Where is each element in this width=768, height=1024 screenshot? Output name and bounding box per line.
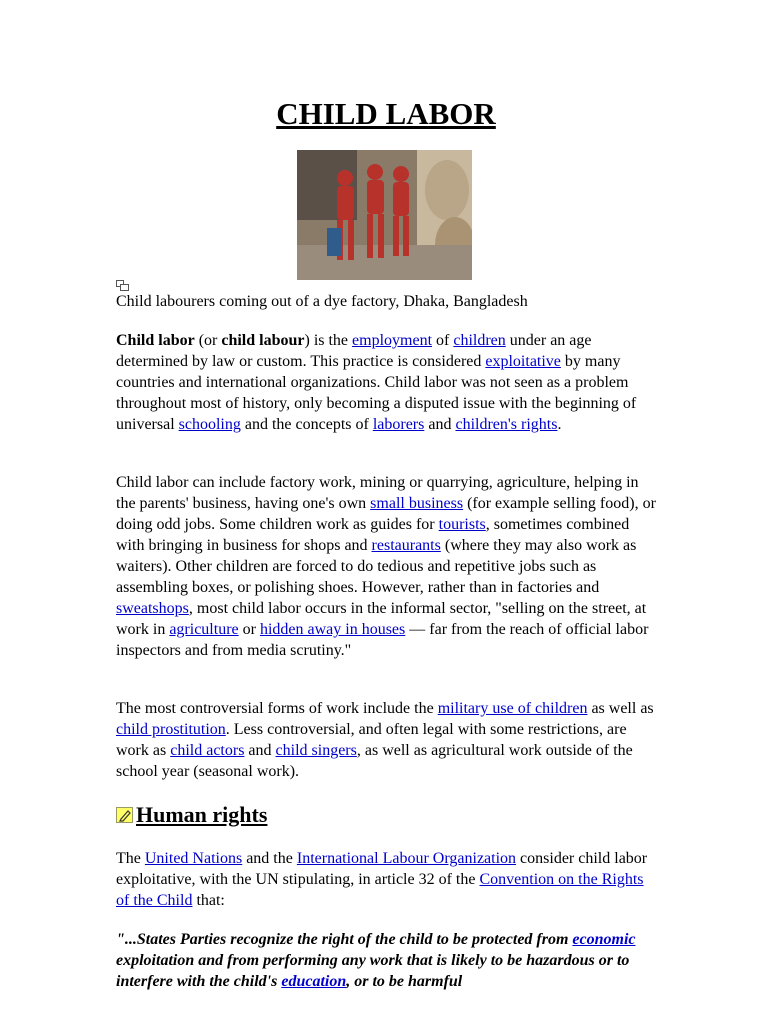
- page-title: CHILD LABOR: [276, 96, 496, 131]
- text-run: exploitation and from performing any work that is likely to be hazardous or to interfere with the child's: [116, 952, 630, 990]
- text-run: and: [244, 742, 276, 759]
- link-childrens-rights[interactable]: children's rights: [455, 416, 558, 433]
- link-economic[interactable]: economic: [572, 931, 636, 948]
- un-ilo-paragraph: [116, 848, 656, 911]
- image-caption: Child labourers coming out of a dye factory, Dhaka, Bangladesh: [116, 293, 528, 310]
- link-tourists[interactable]: tourists: [438, 516, 486, 533]
- link-child-actors[interactable]: child actors: [170, 742, 245, 759]
- text-run: . Less controversial, and often legal with some restrictions, are work as: [116, 721, 627, 759]
- link-schooling[interactable]: schooling: [178, 416, 241, 433]
- text-run: The: [116, 850, 145, 867]
- text-run: that:: [192, 892, 225, 909]
- text-run: The most controversial forms of work include the: [116, 700, 438, 717]
- text-run: and: [424, 416, 456, 433]
- term-child-labor: Child labor: [116, 332, 195, 349]
- link-laborers[interactable]: laborers: [372, 416, 425, 433]
- text-run: (or: [194, 332, 222, 349]
- term-child-labour: child labour: [221, 332, 305, 349]
- text-run: by many countries and international organizations. Child labor was not seen as a problem throughout most of history, only becoming a disputed issue with the beginning of universal: [116, 353, 637, 433]
- link-convention-rights-of-child[interactable]: Convention on the Rights of the Child: [116, 871, 644, 909]
- link-military-use-of-children[interactable]: military use of children: [437, 700, 588, 717]
- link-child-prostitution[interactable]: child prostitution: [116, 721, 226, 738]
- text-run: , sometimes combined with bringing in business for shops and: [116, 516, 630, 554]
- text-run: ) is the: [304, 332, 353, 349]
- text-run: Child labor can include factory work, mining or quarrying, agriculture, helping in the parents' business, having one's own: [116, 474, 639, 512]
- text-run: "...States Parties recognize the right of the child to be protected from: [116, 931, 573, 948]
- link-international-labour-organization[interactable]: International Labour Organization: [296, 850, 517, 867]
- link-agriculture[interactable]: agriculture: [169, 621, 239, 638]
- text-run: and the concepts of: [240, 416, 373, 433]
- intro-paragraph: [116, 330, 656, 435]
- link-united-nations[interactable]: United Nations: [144, 850, 243, 867]
- link-small-business[interactable]: small business: [370, 495, 464, 512]
- text-run: consider child labor exploitative, with the UN stipulating, in article 32 of the: [116, 850, 648, 888]
- image-frame-icon: [116, 280, 129, 291]
- dye-factory-children-photo: [297, 150, 472, 280]
- controversial-forms-paragraph: [116, 698, 656, 782]
- link-children[interactable]: children: [453, 332, 506, 349]
- text-run: (for example selling food), or doing odd jobs. Some children work as guides for: [116, 495, 656, 533]
- text-run: , as well as agricultural work outside of the school year (seasonal work).: [116, 742, 633, 780]
- text-run: and the: [242, 850, 297, 867]
- text-run: — far from the reach of official labor inspectors and from media scrutiny.": [116, 621, 649, 659]
- link-employment[interactable]: employment: [352, 332, 433, 349]
- link-restaurants[interactable]: restaurants: [371, 537, 441, 554]
- section-heading-human-rights: [116, 801, 267, 829]
- text-run: (where they may also work as waiters). Other children are forced to do tedious and repetitive jobs such as assembling boxes, or polishing shoes. However, rather than in factories and: [116, 537, 637, 596]
- link-sweatshops[interactable]: sweatshops: [116, 600, 189, 617]
- text-run: as well as: [587, 700, 654, 717]
- text-run: , or to be harmful: [346, 973, 463, 990]
- section-heading-text: Human rights: [136, 802, 268, 827]
- text-run: .: [557, 416, 562, 433]
- text-run: of: [432, 332, 454, 349]
- pencil-icon: [116, 807, 133, 823]
- link-child-singers[interactable]: child singers: [275, 742, 357, 759]
- text-run: or: [238, 621, 260, 638]
- convention-quote: [116, 929, 656, 992]
- link-education[interactable]: education: [281, 973, 347, 990]
- link-hidden-away-in-houses[interactable]: hidden away in houses: [259, 621, 406, 638]
- text-run: , most child labor occurs in the informal sector, "selling on the street, at work in: [116, 600, 647, 638]
- link-exploitative[interactable]: exploitative: [485, 353, 561, 370]
- forms-paragraph: [116, 472, 656, 661]
- text-run: under an age determined by law or custom. This practice is considered: [116, 332, 592, 370]
